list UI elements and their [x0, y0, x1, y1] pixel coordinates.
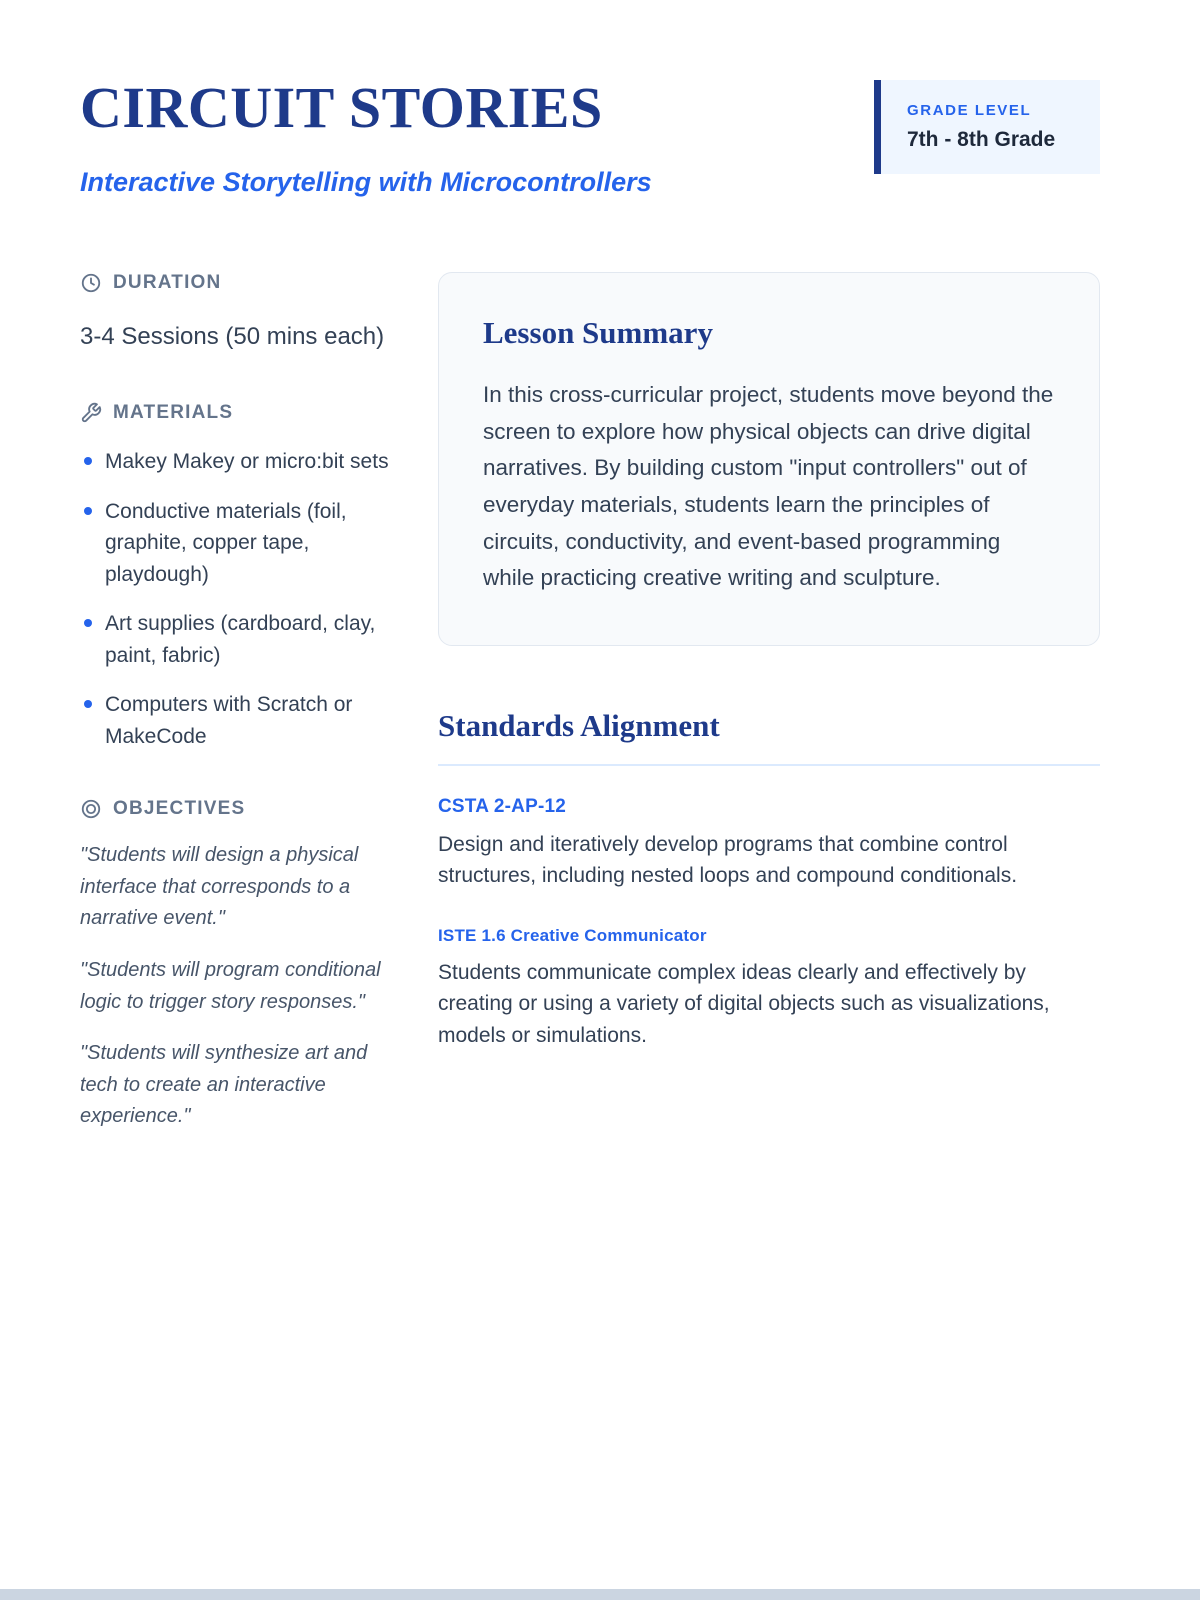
lesson-summary-title: Lesson Summary — [483, 314, 713, 350]
page-title: CIRCUIT STORIES — [80, 75, 603, 140]
objective-quote: "Students will program conditional logic to trigger story responses." — [80, 959, 381, 1013]
lesson-summary-card — [438, 272, 1100, 646]
duration-value: 3-4 Sessions (50 mins each) — [80, 322, 385, 350]
standard-entry — [438, 796, 1100, 892]
objective-quote: "Students will synthesize art and tech to create an interactive experience." — [80, 1042, 368, 1128]
target-icon — [80, 798, 102, 820]
standards-section — [438, 708, 1100, 1052]
objectives-section — [80, 798, 400, 1133]
content-columns — [80, 272, 1100, 1179]
standard-code: ISTE 1.6 Creative Communicator — [438, 925, 707, 945]
standard-code: CSTA 2-AP-12 — [438, 795, 567, 817]
materials-list — [80, 446, 400, 752]
materials-heading-label: MATERIALS — [113, 402, 234, 424]
grade-level-value: 7th - 8th Grade — [907, 128, 1056, 151]
standard-description: Design and iteratively develop programs that combine control structures, including nested loops and compound conditionals. — [438, 832, 1018, 888]
standard-entry — [438, 926, 1100, 1052]
materials-section — [80, 402, 400, 752]
objective-quote: "Students will design a physical interface that corresponds to a narrative event." — [80, 844, 359, 930]
main-content — [438, 272, 1100, 1179]
clock-icon — [80, 272, 102, 294]
objectives-heading — [80, 798, 400, 820]
wrench-icon — [80, 402, 102, 424]
standards-title: Standards Alignment — [438, 707, 720, 743]
footer-bar — [0, 1589, 1200, 1600]
page-subtitle: Interactive Storytelling with Microcontrollers — [80, 166, 652, 197]
list-item: Computers with Scratch or MakeCode — [80, 689, 400, 752]
sidebar — [80, 272, 400, 1179]
objectives-heading-label: OBJECTIVES — [113, 798, 246, 820]
list-item: Conductive materials (foil, graphite, copper tape, playdough) — [80, 496, 400, 591]
lesson-summary-body: In this cross-curricular project, students move beyond the screen to explore how physical objects can drive digital narratives. By building custom "input controllers" out of everyday materials, students learn the principles of circuits, conductivity, and event-based programming while practicing creative writing and sculpture. — [483, 381, 1054, 591]
duration-heading-label: DURATION — [113, 271, 222, 293]
duration-heading — [80, 272, 400, 294]
duration-section — [80, 272, 400, 356]
header — [80, 75, 1100, 198]
standards-divider — [438, 764, 1100, 766]
list-item: Art supplies (cardboard, clay, paint, fabric) — [80, 608, 400, 671]
materials-heading — [80, 402, 400, 424]
grade-level-box — [874, 80, 1100, 174]
standard-description: Students communicate complex ideas clearly and effectively by creating or using a variety of digital objects such as visualizations, models or simulations. — [438, 960, 1050, 1047]
list-item: Makey Makey or micro:bit sets — [80, 446, 400, 478]
header-title-block — [80, 75, 652, 198]
grade-level-label: GRADE LEVEL — [907, 102, 1032, 119]
